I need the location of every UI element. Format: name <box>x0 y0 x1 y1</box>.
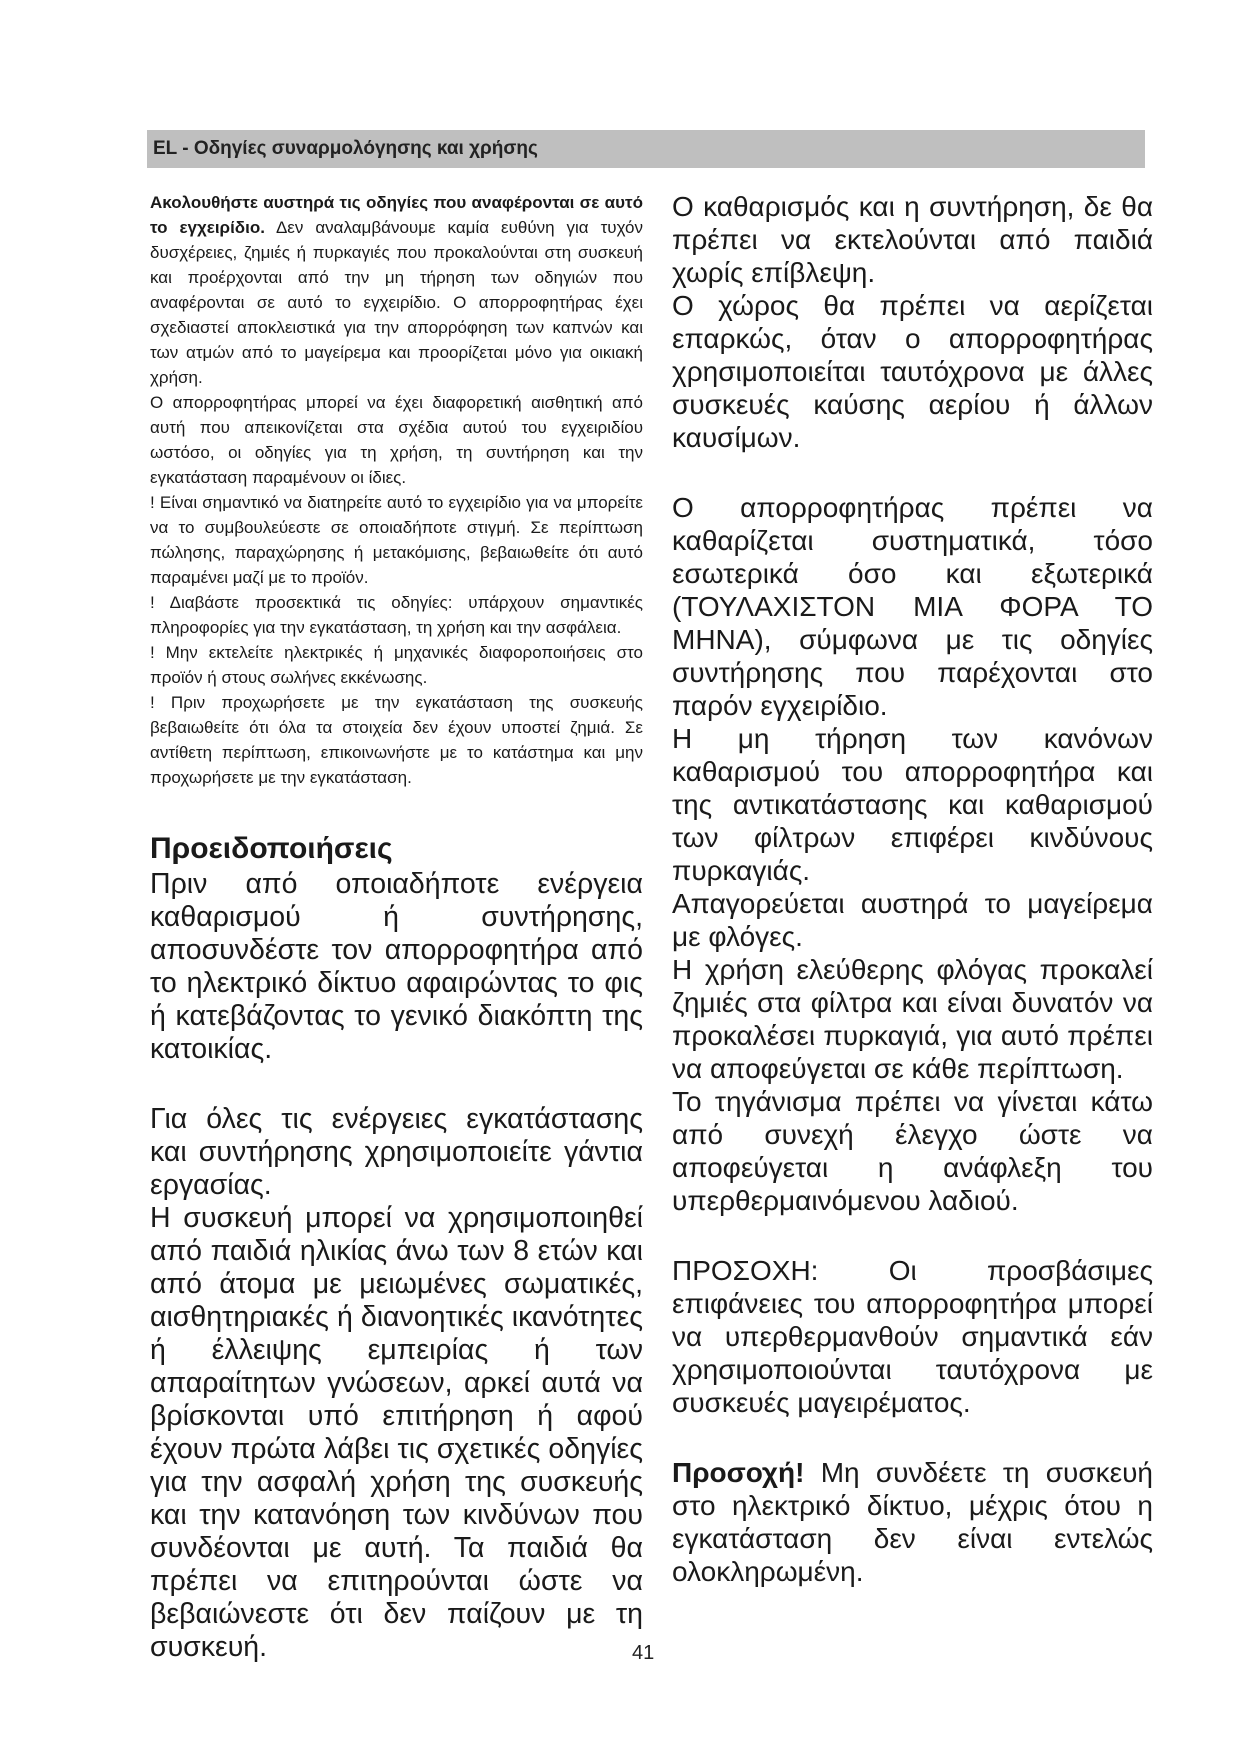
intro-paragraph-3: ! Είναι σημαντικό να διατηρείτε αυτό το εγχειρίδιο για να μπορείτε να το συμβουλεύεστε σε οποιαδήποτε στιγμή. Σε περίπτωση πώλησης, παραχώρησης ή μετακόμισης, βεβαιωθείτε ότι αυτό παραμένει μαζί με το προϊόν. <box>150 493 643 587</box>
intro-paragraph-5: ! Μην εκτελείτε ηλεκτρικές ή μηχανικές διαφοροποιήσεις στο προϊόν ή στους σωλήνες εκκένωσης. <box>150 643 643 687</box>
right-section <box>672 190 1153 1588</box>
left-column <box>150 190 643 1664</box>
warnings-paragraph-2: Για όλες τις ενέργειες εγκατάστασης και συντήρησης χρησιμοποιείτε γάντια εργασίας. <box>150 1103 643 1201</box>
right-paragraph-8: ΠΡΟΣΟΧΗ: Οι προσβάσιμες επιφάνειες του απορροφητήρα μπορεί να υπερθερμανθούν σημαντικά εάν χρησιμοποιούνται ταυτόχρονα με συσκευές μαγειρέματος. <box>672 1255 1153 1418</box>
right-paragraph-9 <box>672 1456 1153 1588</box>
section-header-title: EL - Οδηγίες συναρμολόγησης και χρήσης <box>153 138 538 159</box>
caution-label: Προσοχή! <box>672 1457 805 1488</box>
warnings-paragraph-1: Πριν από οποιαδήποτε ενέργεια καθαρισμού ή συντήρησης, αποσυνδέστε τον απορροφητήρα από το ηλεκτρικό δίκτυο αφαιρώντας το φις ή κατεβάζοντας το γενικό διακόπτη της κατοικίας. <box>150 868 643 1065</box>
right-paragraph-3: Ο απορροφητήρας πρέπει να καθαρίζεται συστηματικά, τόσο εσωτερικά όσο και εξωτερικά (ΤΟΥΛΑΧΙΣΤΟΝ ΜΙΑ ΦΟΡΑ ΤΟ ΜΗΝΑ), σύμφωνα με τις οδηγίες συντήρησης που παρέχονται στο παρόν εγχειρίδιο. <box>672 492 1153 721</box>
intro-lead-rest: Δεν αναλαμβάνουμε καμία ευθύνη για τυχόν δυσχέρειες, ζημιές ή πυρκαγιές που προκαλούνται στη συσκευή και προέρχονται από την μη τήρηση των οδηγιών που αναφέρονται σε αυτό το εγχειρίδιο. Ο απορροφητήρας έχει σχεδιαστεί αποκλειστικά για την απορρόφηση των καπνών και των ατμών από το μαγείρεμα και προορίζεται μόνο για οικιακή χρήση. <box>150 218 644 387</box>
section-header-bar <box>147 130 1145 168</box>
intro-paragraph-6: ! Πριν προχωρήσετε με την εγκατάσταση της συσκευής βεβαιωθείτε ότι όλα τα στοιχεία δεν έχουν υποστεί ζημιά. Σε αντίθετη περίπτωση, επικοινωνήστε με το κατάστημα και μην προχωρήσετε με την εγκατάσταση. <box>150 693 643 787</box>
intro-paragraph-1 <box>150 190 643 390</box>
intro-paragraph-2: Ο απορροφητήρας μπορεί να έχει διαφορετική αισθητική από αυτή που απεικονίζεται στα σχέδια αυτού του εγχειριδίου ωστόσο, οι οδηγίες για τη χρήση, τη συντήρηση και την εγκατάσταση παραμένουν οι ίδιες. <box>150 393 643 487</box>
intro-lead-bold: Ακολουθήστε αυστηρά τις οδηγίες που αναφέρονται σε αυτό το εγχειρίδιο. <box>150 193 643 237</box>
right-column <box>672 190 1153 1588</box>
right-paragraph-2: Ο χώρος θα πρέπει να αερίζεται επαρκώς, όταν ο απορροφητήρας χρησιμοποιείται ταυτόχρονα με άλλες συσκευές καύσης αερίου ή άλλων καυσίμων. <box>672 290 1153 453</box>
page-number: 41 <box>632 1642 655 1664</box>
right-paragraph-1: Ο καθαρισμός και η συντήρηση, δε θα πρέπει να εκτελούνται από παιδιά χωρίς επίβλεψη. <box>672 191 1153 288</box>
caution-text: Μη συνδέετε τη συσκευή στο ηλεκτρικό δίκτυο, μέχρις ότου η εγκατάσταση δεν είναι εντελώς ολοκληρωμένη. <box>672 1457 1153 1587</box>
right-paragraph-7: Το τηγάνισμα πρέπει να γίνεται κάτω από συνεχή έλεγχο ώστε να αποφεύγεται η ανάφλεξη του υπερθερμαινόμενου λαδιού. <box>672 1086 1153 1216</box>
right-paragraph-5: Απαγορεύεται αυστηρά το μαγείρεμα με φλόγες. <box>672 888 1153 952</box>
right-paragraph-6: Η χρήση ελεύθερης φλόγας προκαλεί ζημιές στα φίλτρα και είναι δυνατόν να προκαλέσει πυρκαγιά, για αυτό πρέπει να αποφεύγεται σε κάθε περίπτωση. <box>672 954 1153 1084</box>
intro-section <box>150 190 643 790</box>
intro-paragraph-4: ! Διαβάστε προσεκτικά τις οδηγίες: υπάρχουν σημαντικές πληροφορίες για την εγκατάσταση, τη χρήση και την ασφάλεια. <box>150 593 643 637</box>
warnings-heading: Προειδοποιήσεις <box>150 832 393 865</box>
warnings-paragraph-3: Η συσκευή μπορεί να χρησιμοποιηθεί από παιδιά ηλικίας άνω των 8 ετών και από άτομα με μειωμένες σωματικές, αισθητηριακές ή διανοητικές ικανότητες ή έλλειψης εμπειρίας ή των απαραίτητων γνώσεων, αρκεί αυτά να βρίσκονται υπό επιτήρηση ή αφού έχουν πρώτα λάβει τις σχετικές οδηγίες για την ασφαλή χρήση της συσκευής και την κατανόηση των κινδύνων που συνδέονται με αυτή. Τα παιδιά θα πρέπει να επιτηρούνται ώστε να βεβαιώνεστε ότι δεν παίζουν με τη συσκευή. <box>150 1202 643 1663</box>
warnings-section <box>150 868 643 1664</box>
right-paragraph-4: Η μη τήρηση των κανόνων καθαρισμού του απορροφητήρα και της αντικατάστασης και καθαρισμού των φίλτρων επιφέρει κινδύνους πυρκαγιάς. <box>672 723 1153 886</box>
